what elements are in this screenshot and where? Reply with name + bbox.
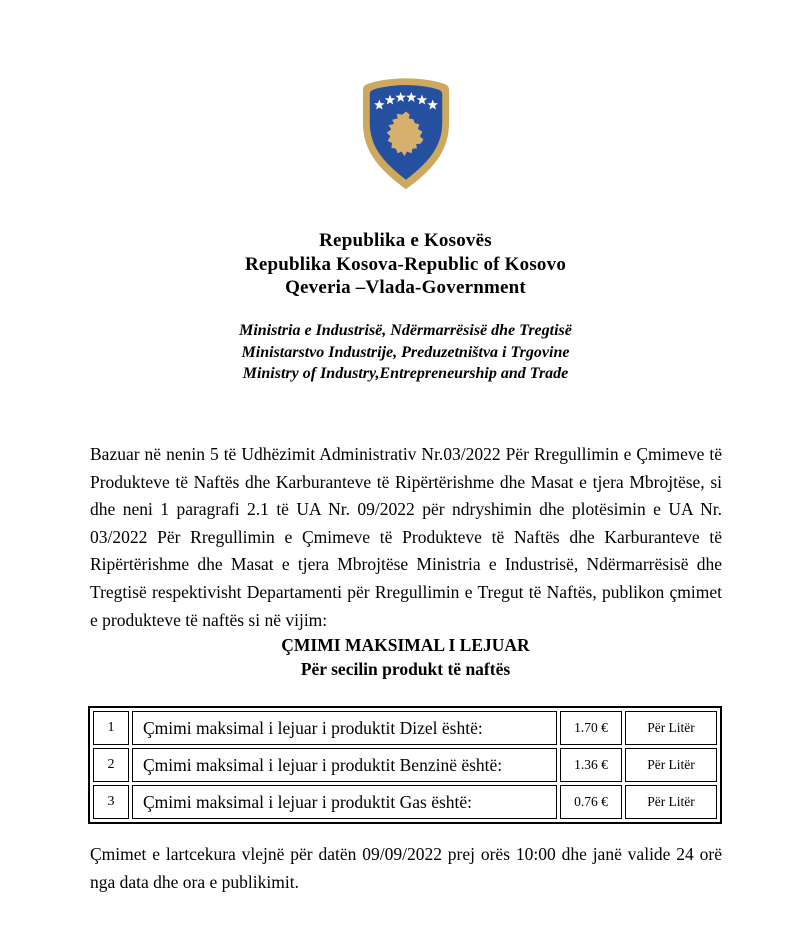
row-number: 2 <box>93 748 129 782</box>
row-unit: Për Litër <box>625 785 717 819</box>
price-table <box>88 706 722 824</box>
closing-paragraph: Çmimet e lartcekura vlejnë për datën 09/09/2022 prej orës 10:00 dhe janë valide 24 orë nga data dhe ora e publikimit. <box>90 844 722 892</box>
title-block <box>0 229 811 300</box>
row-unit: Për Litër <box>625 711 717 745</box>
title-line-republika-kosova: Republika Kosova-Republic of Kosovo <box>244 253 567 275</box>
heading-line-1: ÇMIMI MAKSIMAL I LEJUAR <box>281 635 530 655</box>
ministry-line-sr: Ministarstvo Industrije, Preduzetništva i Trgovine <box>241 343 570 361</box>
heading-line-2: Për secilin produkt të naftës <box>300 658 511 679</box>
row-unit: Për Litër <box>625 748 717 782</box>
section-heading <box>0 634 811 681</box>
title-line-qeveria: Qeveria –Vlada-Government <box>285 277 526 298</box>
row-number: 1 <box>93 711 129 745</box>
ministry-line-sq: Ministria e Industrisë, Ndërmarrësisë dhe Tregtisë <box>239 322 572 339</box>
row-price: 0.76 € <box>560 785 622 819</box>
row-price: 1.36 € <box>560 748 622 782</box>
kosovo-emblem <box>0 78 811 190</box>
row-price: 1.70 € <box>560 711 622 745</box>
ministry-line-en: Ministry of Industry,Entrepreneurship and Trade <box>242 365 569 382</box>
table-row <box>93 748 717 782</box>
row-description: Çmimi maksimal i lejuar i produktit Benzinë është: <box>132 748 557 782</box>
title-line-republika-kosoves: Republika e Kosovës <box>319 230 492 251</box>
ministry-block <box>0 320 811 385</box>
kosovo-coat-of-arms-icon <box>360 78 452 190</box>
row-description: Çmimi maksimal i lejuar i produktit Gas është: <box>132 785 557 819</box>
intro-paragraph: Bazuar në nenin 5 të Udhëzimit Administrativ Nr.03/2022 Për Rregullimin e Çmimeve të Produkteve të Naftës dhe Karburanteve të Ripërtërishme dhe Masat e tjera Mbrojtëse, si dhe neni 1 paragrafi 2.1 të UA Nr. 09/2022 për ndryshimin dhe plotësimin e UA Nr. 03/2022 Për Rregullimin e Çmimeve të Produkteve të Naftës dhe Karburanteve të Ripërtërishme dhe Masat e tjera Mbrojtëse Ministria e Industrisë, Ndërmarrësisë dhe Tregtisë respektivisht Departamenti për Rregullimin e Tregut të Naftës, publikon çmimet e produkteve të naftës si në vijim: <box>90 444 722 630</box>
table-row <box>93 785 717 819</box>
table-row <box>93 711 717 745</box>
row-description: Çmimi maksimal i lejuar i produktit Dizel është: <box>132 711 557 745</box>
row-number: 3 <box>93 785 129 819</box>
